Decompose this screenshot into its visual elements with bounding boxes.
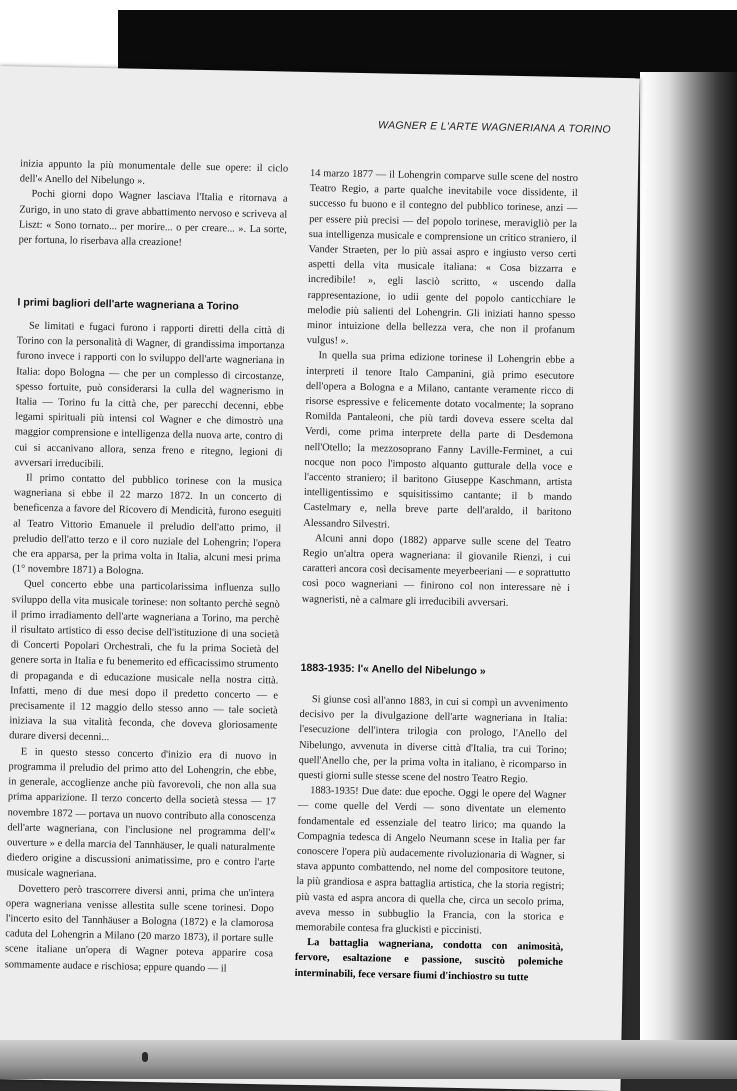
right-column-body [294, 692, 567, 986]
section-heading: I primi bagliori dell'arte wagneriana a Torino [17, 296, 239, 313]
body-paragraph: 14 marzo 1877 — il Lohengrin comparve sulle scene del nostro Teatro Regio, a parte qualche inevitabile voce dissidente, il successo fu buono e il contegno del pubblico torinese, anzi — per essere più precisi — del popolo torinese, meravigliò per la sua intelligenza musicale e comprensione un critico straniero, il Vander Straeten, per lo più assai aspro e ingiusto verso certi aspetti della vita musicale italiana: « Cosa bizzarra e incredibile! », egli lasciò scritto, « uscendo dalla rappresentazione, io udii gente del popolo canticchiare le melodie più salienti del Lohengrin. Gli iniziati hanno spesso minor intuizione della bellezza vera, che non il profanum vulgus! ». [306, 167, 579, 347]
section-heading: 1883-1935: l'« Anello del Nibelungo » [300, 661, 486, 678]
body-paragraph: Il primo contatto del pubblico torinese con la musica wagneriana si ebbe il 22 marzo 1872. In un concerto di beneficenza a favore del Ricovero di Mendicità, furono eseguiti al Teatro Vittorio Emanuele il preludio dell'atto primo, il preludio dell'atto terzo e il coro nuziale del Lohengrin; l'opera che era apparsa, per la prima volta in Italia, alcuni mesi prima (1° novembre 1871) a Bologna. [12, 472, 283, 578]
scan-bottom-edge [0, 1040, 737, 1079]
running-head: WAGNER E L'ARTE WAGNERIANA A TORINO [377, 119, 612, 136]
intro-paragraph: inizia appunto la più monumentale delle sue opere: il ciclo dell'« Anello del Nibelungo ». [19, 158, 289, 188]
intro-paragraph: Pochi giorni dopo Wagner lasciava l'Italia e ritornava a Zurigo, in uno stato di grave abbattimento nervoso e scriveva al Liszt: « Sono tornato... per morire... o per creare... ». La sorte, per fortuna, lo riserbava alla creazione! [18, 189, 288, 249]
book-page [0, 66, 640, 1091]
body-paragraph: Se limitati e fugaci furono i rapporti diretti della città di Torino con la personalità di Wagner, di grandissima importanza furono invece i rapporti con lo sviluppo dell'arte wagneriana in Italia: dopo Bologna — che per un complesso di circostanze, spesso fortuite, può considerarsi la culla del wagnerismo in Italia — Torino fu la città che, per parecchi decenni, ebbe legami spirituali più intensi col Wagner e che dimostrò una maggior comprensione e intelligenza della nuova arte, contro di cui si accanivano allora, senza freno e ritegno, legioni di avversari irreducibili. [14, 320, 286, 470]
scan-speck [142, 1052, 148, 1062]
body-paragraph: La battaglia wagneriana, condotta con animosità, fervore, esaltazione e passione, suscitò polemiche interminabili, fece versare fiumi d'inchiostro su tutte [294, 937, 564, 983]
body-paragraph: Quel concerto ebbe una particolarissima influenza sullo sviluppo della vita musicale torinese: non soltanto perchè segnò il primo irradiamento dell'arte wagneriana a Torino, ma perchè il risultato artistico di esso decise dell'istituzione di una società di Concerti Popolari Orchestrali, che fu la prima Società del genere sorta in Italia e fu benemerito ed efficacissimo strumento di propaganda e di educazione musicale nella nostra città. Infatti, meno di due mesi dopo il predetto concerto — e precisamente il 12 maggio dello stesso anno — tale società iniziava la sua vitalità feconda, che doveva gloriosamente durare diversi decenni... [9, 579, 281, 744]
book-spine-shadow [640, 72, 737, 1079]
body-paragraph: 1883-1935! Due date: due epoche. Oggi le opere del Wagner — come quelle del Verdi — sono diventate un elemento fondamentale ed essenziale del teatro lirico; ma quando la Compagnia tedesca di Angelo Neumann scese in Italia per far conoscere l'opera più audacemente rivoluzionaria di Wagner, si stava appunto combattendo, nel nome del compositore teutone, la più grandiosa e aspra battaglia artistica, che la storia registri; più vasta ed aspra ancora di quella che, circa un secolo prima, aveva messo in subbuglio la Francia, con la storica e memorabile contesa fra gluckisti e piccinisti. [295, 785, 567, 937]
body-paragraph: Dovettero però trascorrere diversi anni, prima che un'intera opera wagneriana venisse allestita sulle scene torinesi. Dopo l'incerto esito del Tannhäuser a Bologna (1872) e la clamorosa caduta del Lohengrin a Milano (20 marzo 1873), il portare sulle scene italiane un'opera di Wagner poteva apparire cosa sommamente audace e rischiosa; eppure quando — il [4, 883, 275, 975]
body-paragraph: E in questo stesso concerto d'inizio era di nuovo in programma il preludio del primo atto del Lohengrin, che ebbe, in generale, accoglienze anche più favorevoli, che non alla sua prima apparizione. Il terzo concerto della società stessa — 17 novembre 1872 — portava un nuovo contributo alla conoscenza dell'arte wagneriana, con l'inclusione nel programma dell'« ouverture » e della marcia del Tannhäuser, le quali naturalmente diedero origine a discussioni animatissime, pro e contro l'arte musicale wagneriana. [6, 746, 277, 881]
left-column [19, 156, 289, 252]
body-paragraph: In quella sua prima edizione torinese il Lohengrin ebbe a interpreti il tenore Italo Campanini, già primo esecutore dell'opera a Bologna e a Milano, cantante veramente ricco di risorse espressive e felicemente dotato vocalmente; la soprano Romilda Pantaleoni, che più tardi doveva essere scelta dal Verdi, come prima interprete della parte di Desdemona nell'Otello; la mezzosoprano Fanny Laville-Ferminet, a cui nocque non poco l'imposto alquanto gutturale della voce e l'accento straniero; il baritono Giuseppe Kaschmann, artista intelligentissimo e squisitissimo cantante; il b mando Castelmary e, nella breve parte dell'araldo, il baritono Alessandro Silvestri. [303, 350, 575, 531]
body-paragraph: Alcuni anni dopo (1882) apparve sulle scene del Teatro Regio un'altra opera wagneriana: il giovanile Rienzi, i cui caratteri ancora così decisamente meyerbeeriani — e soprattutto così poco wagneriani — finirono col non interessare nè i wagneristi, nè a calmare gli irreducibili avversari. [301, 533, 572, 609]
right-column [302, 166, 578, 612]
left-column-body [5, 318, 286, 977]
body-paragraph: Si giunse così all'anno 1883, in cui si compì un avvenimento decisivo per la divulgazione dell'arte wagneriana in Italia: l'esecuzione dell'intera trilogia con prologo, l'Anello del Nibelungo, avvenuta in diverse città d'Italia, tra cui Torino; quell'Anello che, per la prima volta in italiano, è ricomparso in questi giorni sulle stesse scene del nostro Teatro Regio. [298, 694, 568, 786]
